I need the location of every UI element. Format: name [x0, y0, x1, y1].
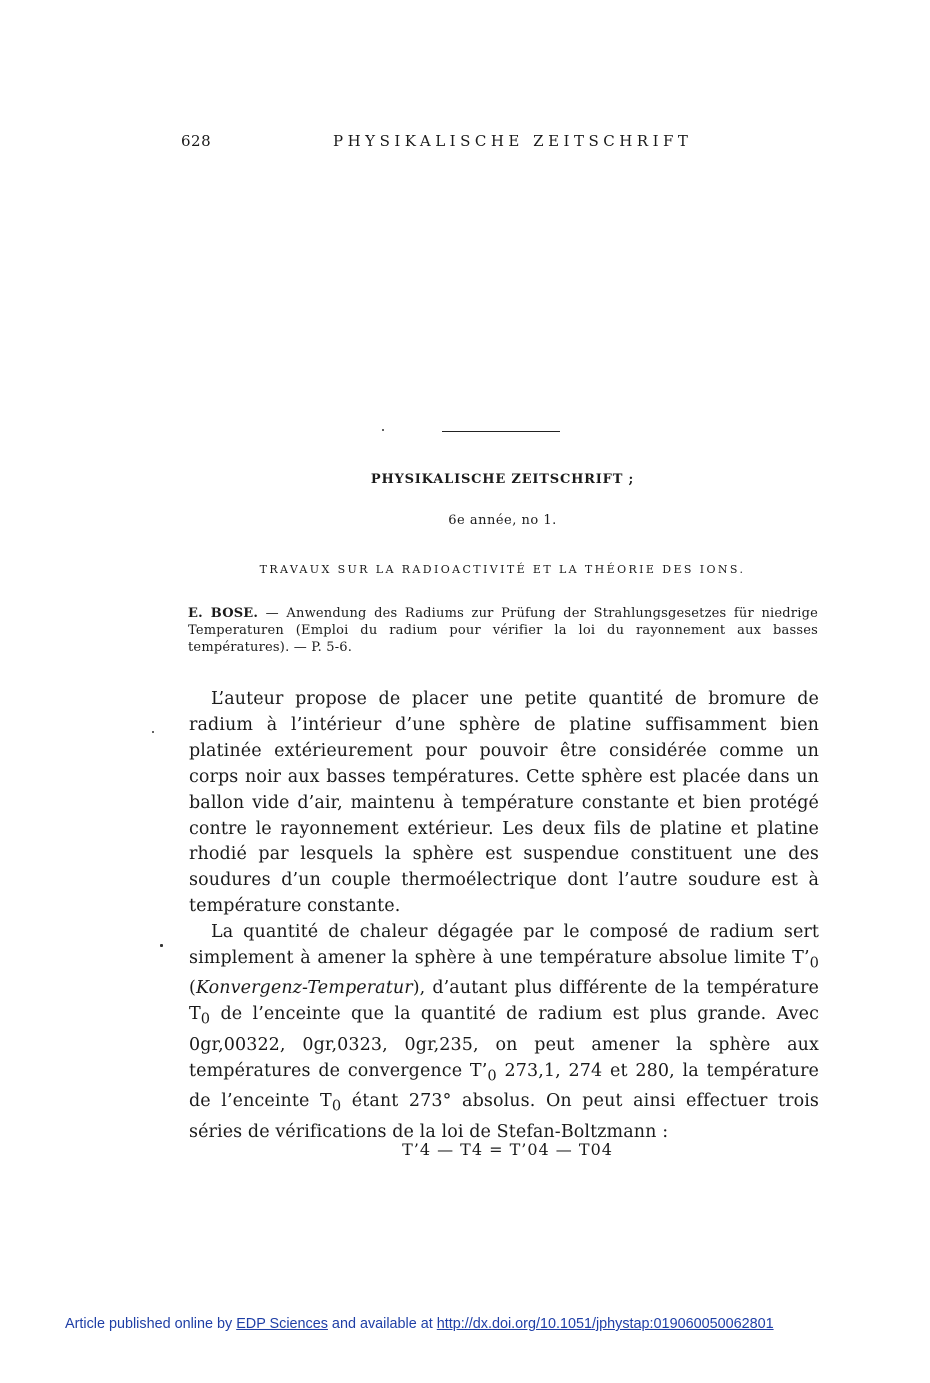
publication-footer [65, 1316, 774, 1332]
article-reference [188, 605, 818, 656]
margin-speck [152, 731, 154, 733]
running-title: PHYSIKALISCHE ZEITSCHRIFT [333, 132, 693, 150]
reference-author: E. BOSE. [188, 606, 259, 621]
publisher-link[interactable]: EDP Sciences [236, 1316, 328, 1332]
doi-link[interactable]: http://dx.doi.org/10.1051/jphystap:019060050062801 [436, 1316, 774, 1332]
section-rule [442, 431, 560, 432]
paragraph-2: La quantité de chaleur dégagée par le composé de radium sert simplement à amener la sphère à une température absolue limite $T’_0$ (Konvergenz-Temperatur), d’autant plus différente de la température $T_0$ de l’enceinte que la quantité de radium est plus grande. Avec 0gr,00322, 0gr,0323, 0gr,235, on peut amener la sphère aux températures de convergence $T’_0$ 273,1, 274 et 280, la température de l’enceinte $T_0$ étant 273° absolus. On peut ainsi effectuer trois séries de vérifications de la loi de Stefan-Boltzmann : [189, 922, 819, 1142]
reference-text: — Anwendung des Radiums zur Prüfung der Strahlungsgesetzes für niedrige Temperaturen (Emploi du radium pour vérifier la loi du rayonnement aux basses températures). — P. 5-6. [188, 606, 818, 655]
section-heading: TRAVAUX SUR LA RADIOACTIVITÉ ET LA THÉORIE DES IONS. [259, 563, 746, 576]
stefan-boltzmann-formula: T’4 — T4 = T’04 — T04 [402, 1140, 613, 1159]
margin-speck [160, 944, 163, 947]
paragraph-1: L’auteur propose de placer une petite quantité de bromure de radium à l’intérieur d’une sphère de platine suffisamment bien platinée extérieurement pour pouvoir être considérée comme un corps noir aux basses températures. Cette sphère est placée dans un ballon vide d’air, maintenu à température constante et bien protégé contre le rayonnement extérieur. Les deux fils de platine et platine rhodié par lesquels la sphère est suspendue constituent une des soudures d’un couple thermoélectrique dont l’autre soudure est à température constante. [189, 689, 819, 917]
journal-title: PHYSIKALISCHE ZEITSCHRIFT ; [370, 472, 635, 487]
page-number: 628 [181, 132, 212, 150]
journal-issue: 6e année, no 1. [448, 513, 557, 528]
print-speck [382, 429, 384, 431]
article-body [189, 687, 819, 1145]
footer-prefix: Article published online by [65, 1316, 237, 1332]
footer-middle: and available at [327, 1316, 437, 1332]
